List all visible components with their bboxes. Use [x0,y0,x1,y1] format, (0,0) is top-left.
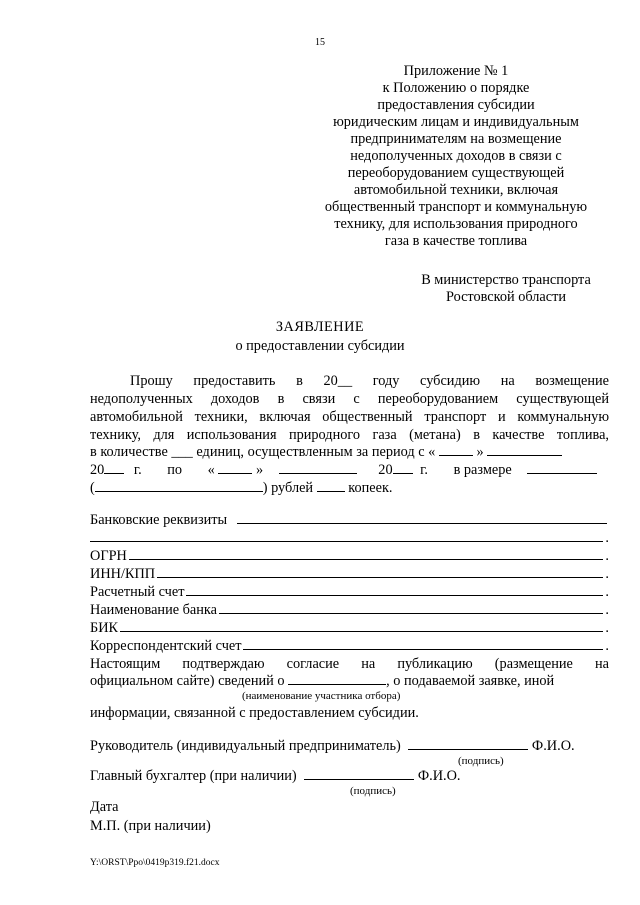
appendix-line: предоставления субсидии [377,97,535,113]
bank-details-field[interactable] [237,522,607,524]
period-line [90,443,609,461]
ogrn-label: ОГРН [90,548,127,564]
quote-open: « [207,462,215,478]
accountant-label: Главный бухгалтер (при наличии) [90,768,297,784]
bank-details-field-2[interactable] [90,540,603,542]
period-end-year-field[interactable] [393,461,413,474]
bik-field[interactable] [120,630,603,632]
year-prefix: 20 [378,462,393,478]
appendix-line: переоборудованием существующей [347,165,565,181]
appendix-line: к Положению о порядке [382,80,530,96]
body-line: недополученных доходов в связи с переоборудованием существующей [90,391,609,407]
period-text: в количестве ___ единиц, осуществленным за период с « [90,444,436,460]
footer-file-path: Y:\ORST\Ppo\0419p319.f21.docx [90,858,220,868]
period-quote: » [476,444,484,460]
line-end-dot: . [605,620,609,636]
bank-name-label: Наименование банка [90,602,217,618]
corr-account-row [90,637,609,655]
period-end-line [90,461,609,479]
page-number: 15 [315,37,325,48]
period-day-field[interactable] [439,443,473,456]
amount-field[interactable] [527,461,597,474]
accountant-signature-caption: (подпись) [350,785,396,797]
year-prefix: 20 [90,462,105,478]
inn-kpp-row [90,565,609,583]
period-month-field[interactable] [487,443,562,456]
inn-kpp-field[interactable] [157,576,603,578]
corr-account-field[interactable] [243,648,603,650]
to-word: по [167,462,183,478]
ogrn-row [90,547,609,565]
consent-text: официальном сайте) сведений о [90,673,285,689]
bik-row [90,619,609,637]
consent-line-2 [90,672,609,690]
period-start-year-field[interactable] [104,461,124,474]
bank-details-row [90,511,609,529]
head-signature-field[interactable] [408,737,528,750]
participant-caption: (наименование участника отбора) [242,690,401,702]
bank-details-label: Банковские реквизиты [90,512,228,528]
period-end-month-field[interactable] [279,461,357,474]
paren-open: ( [90,480,95,496]
appendix-line: технику, для использования природного [334,216,578,232]
body-line: автомобильной техники, включая общественный транспорт и коммунальную [90,409,609,425]
head-label: Руководитель (индивидуальный предприниматель) [90,738,401,754]
appendix-line: Приложение № 1 [403,63,509,79]
head-signature-caption: (подпись) [458,755,504,767]
rubles-label: ) рублей [262,480,314,496]
appendix-line: недополученных доходов в связи с [350,148,562,164]
line-end-dot: . [605,548,609,564]
inn-kpp-label: ИНН/КПП [90,566,156,582]
accountant-signature-row [90,767,609,785]
ogrn-field[interactable] [129,558,604,560]
accountant-fio: Ф.И.О. [417,768,461,784]
body-line: технику, для использования природного газа (метана) в качестве топлива, [90,427,609,443]
kopecks-label: копеек. [348,480,393,496]
consent-line: Настоящим подтверждаю согласие на публикацию (размещение на [90,656,609,672]
bank-name-field[interactable] [219,612,603,614]
corr-account-label: Корреспондентский счет [90,638,242,654]
account-field[interactable] [186,594,603,596]
line-end-dot: . [605,602,609,618]
account-row [90,583,609,601]
appendix-header [300,63,612,250]
bik-label: БИК [90,620,119,636]
appendix-line: предпринимателям на возмещение [350,131,562,147]
amount-words-line [90,479,609,497]
consent-text: , о подаваемой заявке, иной [386,673,555,689]
year-suffix: г. [420,462,428,478]
bank-details-row-2 [90,529,609,547]
body-line: Прошу предоставить в 20__ году субсидию на возмещение [130,373,609,389]
line-end-dot: . [605,566,609,582]
period-end-day-field[interactable] [218,461,252,474]
account-label: Расчетный счет [90,584,185,600]
amount-words-field[interactable] [95,479,263,492]
participant-name-field[interactable] [288,672,386,685]
accountant-signature-field[interactable] [304,767,414,780]
document-subtitle: о предоставлении субсидии [235,338,405,354]
appendix-line: общественный транспорт и коммунальную [324,199,588,215]
appendix-line: юридическим лицам и индивидуальным [333,114,579,130]
amount-label: в размере [453,462,512,478]
consent-line-3: информации, связанной с предоставлением субсидии. [90,705,419,721]
line-end-dot: . [605,584,609,600]
addressee-line: Ростовской области [445,289,567,305]
addressee-line: В министерство транспорта [421,272,591,288]
appendix-line: автомобильной техники, включая [353,182,559,198]
head-signature-row [90,737,609,755]
year-suffix: г. [133,462,142,478]
quote-close: » [255,462,264,478]
line-end-dot: . [605,530,609,546]
bank-name-row [90,601,609,619]
document-title: ЗАЯВЛЕНИЕ [275,319,365,335]
line-end-dot: . [605,638,609,654]
head-fio: Ф.И.О. [531,738,575,754]
kopecks-field[interactable] [317,479,345,492]
addressee [380,272,632,306]
date-label: Дата [90,799,119,815]
appendix-line: газа в качестве топлива [384,233,528,249]
stamp-label: М.П. (при наличии) [90,818,211,834]
